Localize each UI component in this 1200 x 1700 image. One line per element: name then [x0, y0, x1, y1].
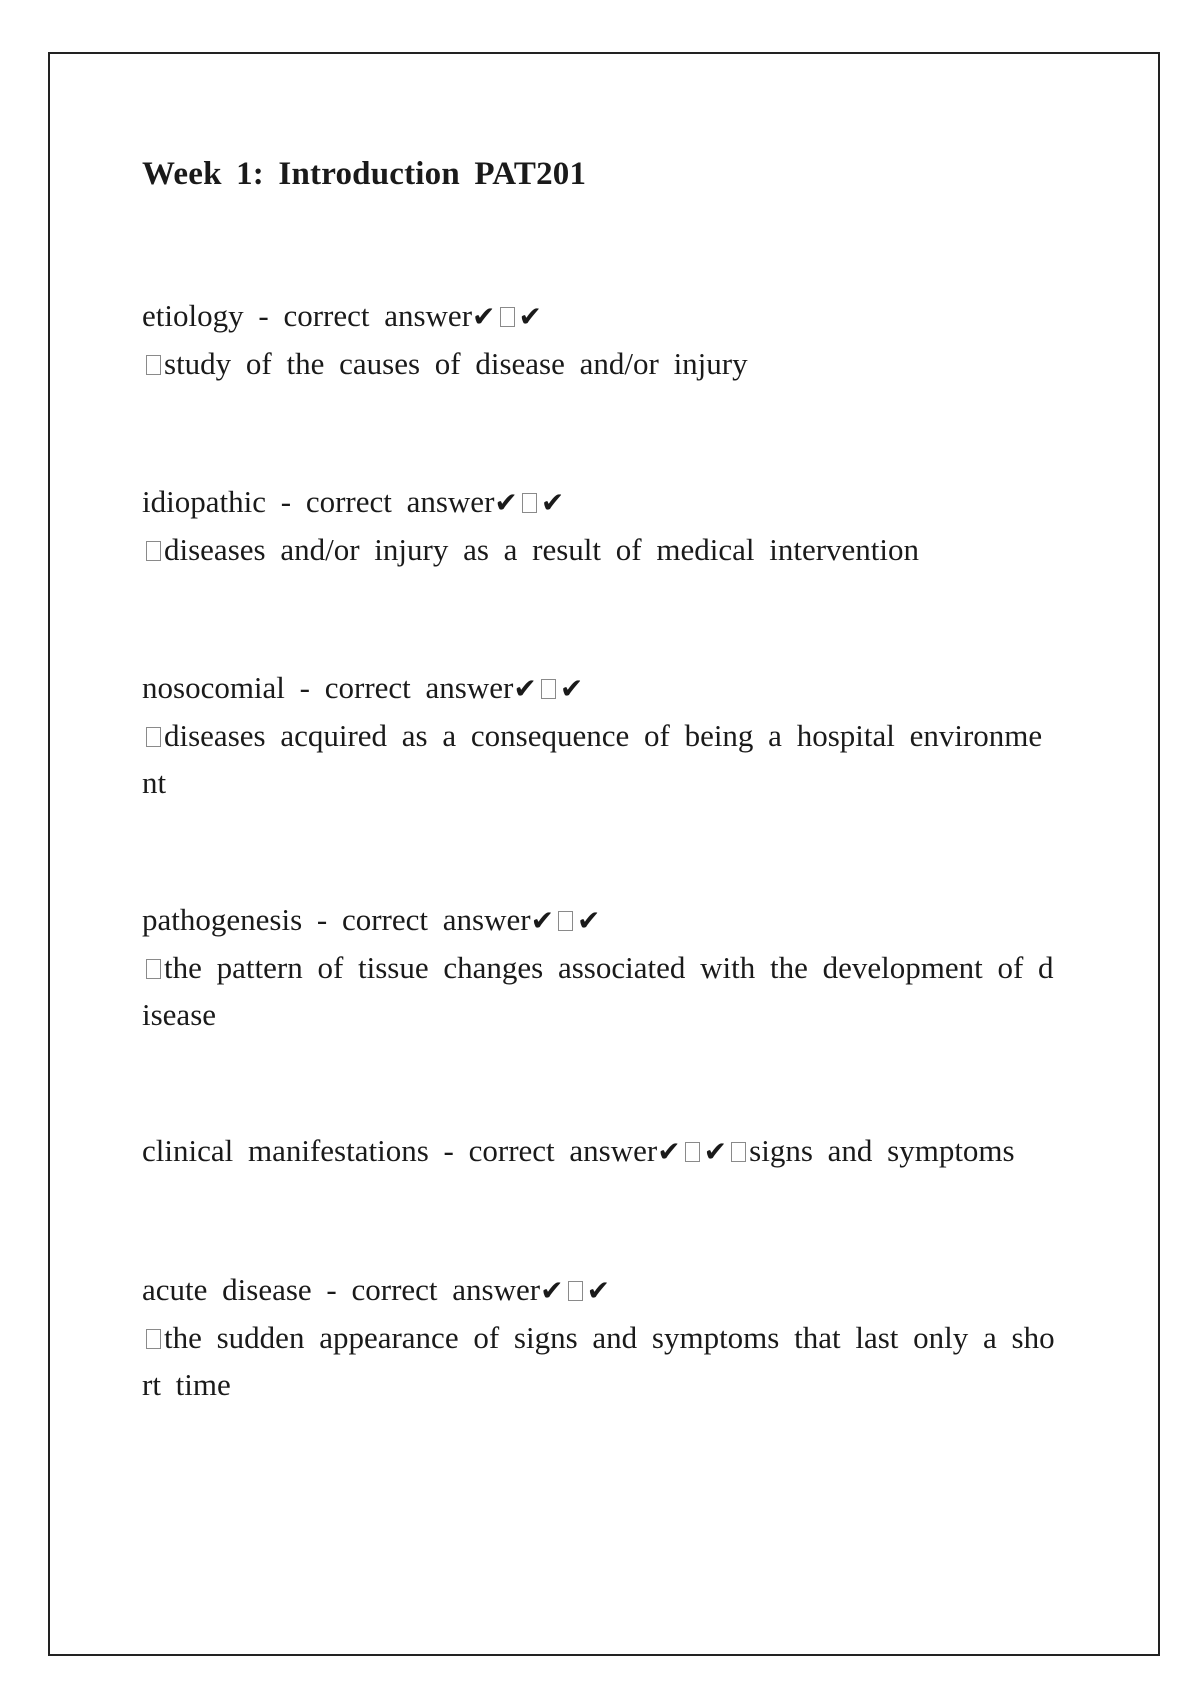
page-title: Week 1: Introduction PAT201	[142, 156, 587, 192]
answer-label: correct answer	[468, 1133, 658, 1168]
definition-line	[142, 526, 1062, 573]
check-mark-icon: ✔	[586, 1274, 611, 1307]
separator: -	[265, 484, 306, 519]
answer-label: correct answer	[305, 484, 495, 519]
check-mark-icon: ✔	[657, 1135, 681, 1168]
check-mark-icon: ✔	[703, 1135, 728, 1168]
separator: -	[243, 298, 284, 333]
missing-glyph-box-icon	[146, 727, 161, 747]
check-mark-icon: ✔	[518, 300, 542, 333]
answer-label: correct answer	[283, 298, 473, 333]
missing-glyph-box-icon	[568, 1281, 583, 1301]
check-mark-icon: ✔	[530, 904, 555, 937]
term: nosocomial	[142, 670, 285, 705]
separator: -	[302, 902, 342, 937]
answer-label: correct answer	[324, 670, 514, 705]
term: idiopathic	[142, 484, 266, 519]
term-line	[142, 292, 1062, 340]
definition: diseases acquired as a consequence of being a hospital environme nt	[142, 718, 1057, 800]
missing-glyph-box-icon	[146, 1329, 161, 1349]
check-mark-icon: ✔	[577, 904, 601, 937]
missing-glyph-box-icon	[500, 307, 515, 327]
check-mark-icon: ✔	[513, 672, 537, 705]
separator: -	[311, 1272, 352, 1307]
missing-glyph-box-icon	[558, 911, 573, 931]
definition-line	[142, 712, 1062, 806]
check-mark-icon: ✔	[559, 672, 584, 705]
definition: diseases and/or injury as a result of medical intervention	[164, 532, 920, 567]
separator: -	[428, 1133, 469, 1168]
missing-glyph-box-icon	[685, 1142, 700, 1162]
missing-glyph-box-icon	[146, 541, 161, 561]
entry-etiology	[142, 292, 1062, 387]
missing-glyph-box-icon	[146, 355, 161, 375]
entry-acute-disease	[142, 1266, 1070, 1408]
term-line	[142, 1266, 1062, 1314]
entry-nosocomial	[142, 664, 1062, 806]
check-mark-icon: ✔	[494, 486, 518, 519]
term-line	[142, 1127, 1062, 1175]
definition: signs and symptoms	[749, 1133, 1015, 1168]
term: etiology	[142, 298, 244, 333]
missing-glyph-box-icon	[522, 493, 537, 513]
check-mark-icon: ✔	[540, 486, 565, 519]
entry-pathogenesis	[142, 896, 1069, 1038]
answer-label: correct answer	[341, 902, 531, 937]
definition: the sudden appearance of signs and symptoms that last only a sho rt time	[142, 1320, 1070, 1402]
definition: the pattern of tissue changes associated with the development of d isease	[142, 950, 1069, 1032]
term: acute disease	[142, 1272, 312, 1307]
check-mark-icon: ✔	[540, 1274, 564, 1307]
missing-glyph-box-icon	[146, 959, 161, 979]
missing-glyph-box-icon	[541, 679, 556, 699]
definition-line	[142, 340, 1062, 387]
term: pathogenesis	[142, 902, 303, 937]
definition-line	[142, 1314, 1070, 1408]
entry-idiopathic	[142, 478, 1062, 573]
term-line	[142, 478, 1062, 526]
term: clinical manifestations	[142, 1133, 429, 1168]
check-mark-icon: ✔	[472, 300, 496, 333]
answer-label: correct answer	[351, 1272, 541, 1307]
missing-glyph-box-icon	[731, 1142, 746, 1162]
term-line	[142, 896, 1062, 944]
definition: study of the causes of disease and/or injury	[164, 346, 748, 381]
definition-line	[142, 944, 1069, 1038]
entry-clinical-manifestations	[142, 1127, 1062, 1175]
term-line	[142, 664, 1062, 712]
separator: -	[284, 670, 325, 705]
